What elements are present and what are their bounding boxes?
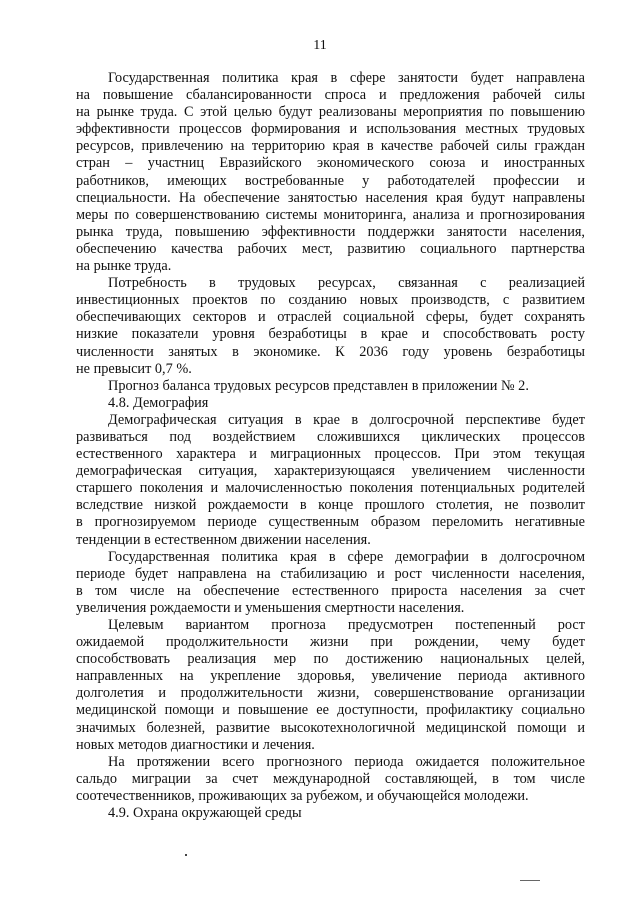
- scan-speck: [185, 854, 187, 856]
- text-line: не превысит 0,7 %.: [76, 360, 192, 377]
- section-heading: [76, 805, 585, 822]
- text-line: обеспечению качества рабочих мест, развитию социального партнерства: [76, 240, 585, 257]
- text-line: специальности. На обеспечение занятостью населения края будут направлены: [76, 189, 585, 206]
- text-line: соотечественников, проживающих за рубежом, и обучающейся молодежи.: [76, 787, 529, 804]
- text-line: периоде будет направлена на стабилизацию и рост численности населения,: [76, 565, 585, 582]
- text-line: в том числе на обеспечение естественного прироста населения за счет: [76, 582, 585, 599]
- text-line: способствовать реализация мер по достижению национальных целей,: [76, 651, 585, 668]
- paragraph: [76, 549, 585, 617]
- text-line: вследствие низкой рождаемости в конце прошлого столетия, не позволит: [76, 497, 585, 514]
- text-line: сальдо миграции за счет международной составляющей, в том числе: [76, 770, 585, 787]
- paragraph: [76, 412, 585, 549]
- paragraph: [76, 378, 585, 395]
- text-line: На протяжении всего прогнозного периода ожидается положительное: [108, 753, 585, 770]
- text-line: новых методов диагностики и лечения.: [76, 736, 315, 753]
- text-line: Государственная политика края в сфере демографии в долгосрочном: [108, 548, 585, 565]
- text-line: медицинской помощи и повышение ее доступности, профилактику социально: [76, 702, 585, 719]
- text-line: ожидаемой продолжительности жизни при рождении, чему будет: [76, 634, 585, 651]
- text-line: естественного характера и миграционных процессов. При этом текущая: [76, 446, 585, 463]
- text-line: на рынке труда. С этой целью будут реализованы мероприятия по повышению: [76, 104, 585, 121]
- text-line: на повышение сбалансированности спроса и предложения рабочей силы: [76, 87, 585, 104]
- text-line: Потребность в трудовых ресурсах, связанная с реализацией: [108, 275, 585, 292]
- text-line: Прогноз баланса трудовых ресурсов представлен в приложении № 2.: [108, 377, 529, 394]
- text-line: значимых болезней, развитие высокотехнологичной медицинской помощи и: [76, 719, 585, 736]
- paragraph: [76, 617, 585, 754]
- heading-line: 4.8. Демография: [108, 394, 209, 411]
- text-line: эффективности процессов формирования и использования местных трудовых: [76, 121, 585, 138]
- text-line: инвестиционных проектов по созданию новых производств, с развитием: [76, 292, 585, 309]
- text-line: направленных на укрепление здоровья, увеличение периода активного: [76, 668, 585, 685]
- text-line: старшего поколения и малочисленностью поколения потенциальных родителей: [76, 480, 585, 497]
- text-line: Целевым вариантом прогноза предусмотрен постепенный рост: [108, 617, 585, 633]
- text-line: меры по совершенствованию системы мониторинга, анализа и прогнозирования: [76, 206, 585, 223]
- section-heading: [76, 395, 585, 412]
- text-line: развиваться под воздействием сложившихся циклических процессов: [76, 428, 585, 445]
- scan-mark: [520, 880, 540, 881]
- paragraph: [76, 70, 585, 275]
- text-line: на рынке труда.: [76, 258, 172, 275]
- text-line: стран – участниц Евразийского экономического союза и иностранных: [76, 155, 585, 172]
- paragraph: [76, 754, 585, 805]
- text-line: демографическая ситуация, характеризующаяся увеличением численности: [76, 463, 585, 480]
- text-line: долголетия и продолжительности жизни, совершенствование организации: [76, 685, 585, 702]
- text-line: численности занятых в экономике. К 2036 году уровень безработицы: [76, 343, 585, 360]
- text-line: низкие показатели уровня безработицы в крае и способствовать росту: [76, 326, 585, 343]
- text-line: увеличения рождаемости и уменьшения смертности населения.: [76, 599, 465, 616]
- text-line: работников, имеющих востребованные у работодателей профессии и: [76, 172, 585, 189]
- page-number: 11: [313, 38, 327, 53]
- text-line: Демографическая ситуация в крае в долгосрочной перспективе будет: [108, 411, 585, 428]
- text-line: ресурсов, привлечению на территорию края в качестве рабочей силы граждан: [76, 138, 585, 155]
- text-line: в прогнозируемом периоде существенным образом переломить негативные: [76, 514, 585, 531]
- document-body: [76, 70, 585, 822]
- paragraph: [76, 275, 585, 378]
- text-line: тенденции в естественном движении населения.: [76, 531, 371, 548]
- heading-line: 4.9. Охрана окружающей среды: [108, 805, 302, 822]
- text-line: обеспечивающих секторов и отраслей социальной сферы, будет сохранять: [76, 309, 585, 326]
- text-line: рынка труда, повышению эффективности поддержки занятости населения,: [76, 223, 585, 240]
- text-line: Государственная политика края в сфере занятости будет направлена: [108, 70, 585, 86]
